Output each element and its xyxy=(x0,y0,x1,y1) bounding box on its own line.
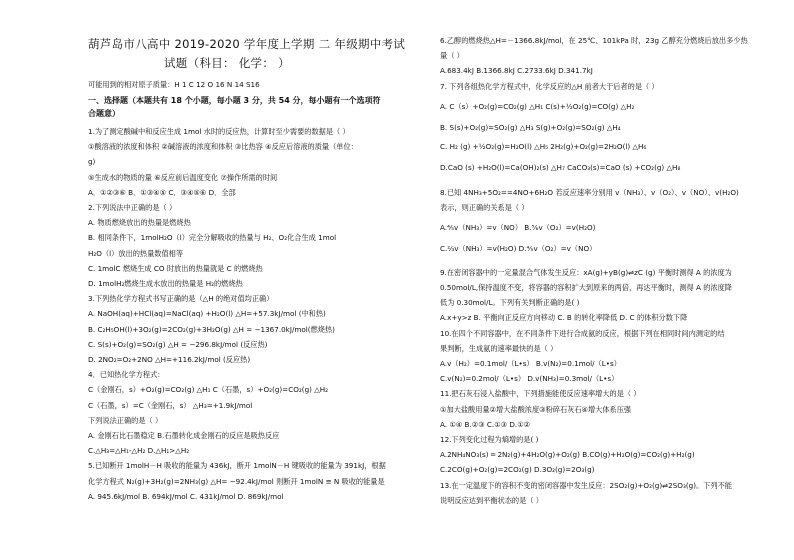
question-line: C. S(s)+O₂(g)=SO₂(g) △H = −296.8kJ/mol (反应热) xyxy=(88,339,268,349)
question-line: 11.把石灰石浸入盐酸中，下列措施能使反应速率增大的是（ ） xyxy=(440,389,641,399)
question-line: 8.已知 4NH₃+5O₂==4NO+6H₂O 若反应速率分别用 v（NH₃）、v（O₂）、v（NO）、v(H₂O) xyxy=(440,187,739,197)
question-line: A.683.4kJ B.1366.8kJ C.2733.6kJ D.341.7kJ xyxy=(440,66,593,76)
right-column xyxy=(400,0,794,560)
question-line: ①加大盐酸用量②增大盐酸浓度③粉碎石灰石④增大体系压强 xyxy=(440,404,632,414)
exam-subtitle: 试题（科目： 化学： ） xyxy=(164,56,290,70)
question-line: B. C₂H₅OH(l)+3O₂(g)=2CO₂(g)+3H₂O(g) △H = −1367.0kJ/mol(燃烧热) xyxy=(88,324,335,334)
question-line: D. 2NO₂=O₂+2NO △H=+116.2kJ/mol (反应热) xyxy=(88,355,251,364)
question-line: 7. 下列各组热化学方程式中，化学反应的△H 前者大于后者的是（ ） xyxy=(440,81,659,91)
question-line: D. 1molH₂燃烧生成水放出的热量是 H₂的燃烧热 xyxy=(88,279,243,288)
section-heading-cont: 合题意） xyxy=(88,109,120,118)
question-line: 化学方程式 N₂(g)+3H₂(g)=2NH₃(g) △H= −92.4kJ/mol 则断开 1molN ≡ N 吸收的能量是 xyxy=(88,476,385,486)
question-line: A.2NH₄NO₃(s) ═ 2N₂(g)+4H₂O(g)+O₂(g) B.CO(g)+H₂O(g)=CO₂(g)+H₂(g) xyxy=(440,450,695,460)
question-line: C. H₂ (g) +½O₂(g)=H₂O(l) △H₅ 2H₂(g)+O₂(g)=2H₂O(l) △H₆ xyxy=(440,141,647,151)
question-line: 3.下列热化学方程式书写正确的是（△H 的绝对值均正确） xyxy=(88,294,274,304)
question-line: A．①②③⑥ B．①③④⑤ C．③④⑤⑥ D．全部 xyxy=(88,187,236,197)
question-line: 2.下列说法中正确的是（ ） xyxy=(88,203,177,212)
atomic-mass-line: 可能用到的相对原子质量：H 1 C 12 O 16 N 14 S16 xyxy=(88,80,260,89)
question-line: A. C（s）+O₂(g)=CO₂(g) △H₁ C(s)+½O₂(g)=CO(g) △H₂ xyxy=(440,101,635,111)
question-line: A.x+y>z B. 平衡向正反应方向移动 C. B 的转化率降低 D. C 的体积分数下降 xyxy=(440,313,688,323)
question-line: C（石墨，s）=C（金刚石，s） △H₃=+1.9kJ/mol xyxy=(88,400,253,410)
exam-title: 葫芦岛市八高中 2019-2020 学年度上学期 二 年级期中考试 xyxy=(88,37,406,51)
question-line: 果判断，生成氨的速率最快的是（ ） xyxy=(440,343,558,353)
question-line: 12.下列变化过程为熵增的是( ) xyxy=(440,435,539,444)
question-line: H₂O（l）放出的热量数值相等 xyxy=(88,248,184,258)
question-line: B. S(s)+O₂(g)=SO₂(g) △H₃ S(g)+O₂(g)=SO₂(g) △H₄ xyxy=(440,122,621,132)
question-line: C. 1molC 燃烧生成 CO 时放出的热量就是 C 的燃烧热 xyxy=(88,263,263,273)
question-line: 6.乙醇的燃烧热△H=－1366.8kJ/mol，在 25℃、101kPa 时，23g 乙醇充分燃烧后放出多少热 xyxy=(440,36,748,45)
question-line: C（金刚石，s）+O₂(g)=CO₂(g) △H₁ C（石墨，s）+O₂(g)=CO₂(g) △H₂ xyxy=(88,385,329,395)
question-line: C.⅔v（NH₃）=v(H₂O) D.⅘v（O₂）=v（NO） xyxy=(440,243,597,253)
question-line: 说明反应达到平衡状态的是（ ） xyxy=(440,495,543,505)
question-line: A.⅘v（NH₃）=v（NO） B.⅚v（O₂）=v(H₂O) xyxy=(440,222,596,232)
question-line: 0.50mol/L,保持温度不变，将容器的容积扩大到原来的两倍，再达平衡时，测得 A 的浓度降 xyxy=(440,283,732,292)
question-line: 表示，则正确的关系是（ ） xyxy=(440,202,529,212)
question-line: 9.在密闭容器中的一定量混合气体发生反应：xA(g)+yB(g)⇌zC (g) 平衡时测得 A 的浓度为 xyxy=(440,267,732,277)
question-line: 1.为了测定酸碱中和反应生成 1mol 水时的反应热，计算时至少需要的数据是（ ） xyxy=(88,127,350,136)
question-line: A. ①④ B.②③ C.①③ D.①② xyxy=(440,419,531,429)
question-line: A.v（H₂）=0.1mol/（L•s） B.v(N₂)=0.1mol/（L•s） xyxy=(440,359,621,368)
question-line: A. 945.6kJ/mol B. 694kJ/mol C. 431kJ/mol D. 869kJ/mol xyxy=(88,491,284,501)
question-line: C.△H₃=△H₁-△H₂ D.△H₁>△H₂ xyxy=(88,446,190,456)
question-line: A. 金刚石比石墨稳定 B.石墨转化成金刚石的反应是吸热反应 xyxy=(88,431,280,440)
question-line: 量（ ） xyxy=(440,51,464,61)
question-line: B. 相同条件下，1molH₂O（l）完全分解吸收的热量与 H₂、O₂化合生成 1mol xyxy=(88,233,337,243)
question-line: 10.在四个不同容器中，在不同条件下进行合成氨的反应，根据下列在相同时间内测定的结 xyxy=(440,328,725,338)
question-line: A. NaOH(aq)+HCl(aq)=NaCl(aq) +H₂O(l) △H=+57.3kJ/mol (中和热) xyxy=(88,309,326,319)
question-line: D.CaO (s) +H₂O(l)=Ca(OH)₂(s) △H₇ CaCO₃(s)=CaO (s) +CO₂(g) △H₈ xyxy=(440,162,681,172)
question-line: g) xyxy=(88,157,96,167)
question-line: C.v(N₂)=0.2mol/（L•s） D.v(NH₃)=0.3mol/（L•s） xyxy=(440,374,619,384)
question-line: C.2CO(g)+O₂(g)=2CO₂(g) D.3O₂(g)=2O₃(g) xyxy=(440,465,595,475)
question-line: ⑤生成水的物质的量 ⑥反应前后温度变化 ⑦操作所需的时间 xyxy=(88,172,278,182)
question-line: A. 物质燃烧放出的热量是燃烧热 xyxy=(88,218,191,228)
question-line: ①酸溶液的浓度和体积 ②碱溶液的浓度和体积 ③比热容 ④反应后溶液的质量（单位： xyxy=(88,142,358,152)
question-line: 5.已知断开 1molH－H 吸收的能量为 436kJ，断开 1molN－H 键吸收的能量为 391kJ，根据 xyxy=(88,461,386,471)
section-heading: 一、选择题（本题共有 18 个小题，每小题 3 分，共 54 分，每小题有一个选项符 xyxy=(88,96,381,105)
question-line: 13.在一定温度下的容积不变的密闭容器中发生反应：2SO₂(g)+O₂(g)⇌2SO₃(g)。下列不能 xyxy=(440,480,732,490)
question-line: 4．已知热化学方程式： xyxy=(88,370,165,380)
question-line: 下列说法正确的是（ ） xyxy=(88,415,163,425)
question-line: 低为 0.30mol/L。下列有关判断正确的是( ) xyxy=(440,298,580,308)
